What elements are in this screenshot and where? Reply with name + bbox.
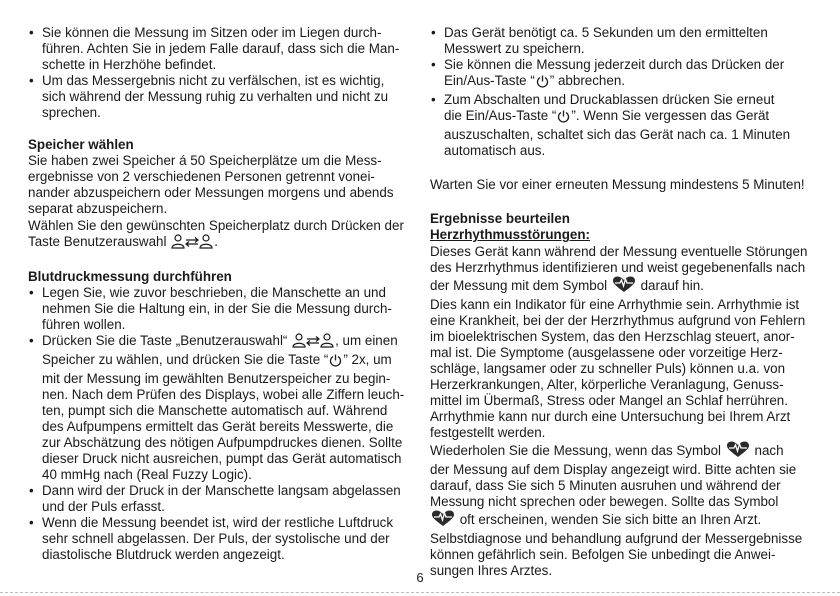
subheading-arrhythmia: Herzrhythmusstörungen: [430,227,590,243]
step-press-buttons: • Drücken Sie die Taste „Benutzerauswahl“ , um einen Speicher zu wählen, und drücken Sie die Taste “ ” 2x, um mit der Messung im gewählten Benutzerspeicher zu begin- nen. Nach dem Prüfen des Displays, wobei alle Ziffern leuch- ten, pumpt sich die Manschette automatisch auf. Während des Aufpumpens ermittelt das Gerät bereits Messwerte, die zur Abschätzung des nötigen Aufpumpdruckes dienen. Sollte dieser Druck nicht ausreichen, pumpt das Gerät automatisch 40 mmHg nach (Real Fuzzy Logic). [28,333,408,483]
text-line: schette in Herzhöhe befindet. [42,57,217,73]
text-line: und der Puls erfasst. [42,499,165,515]
heart-arrhythmia-icon [431,510,455,531]
text-line: • Das Gerät benötigt ca. 5 Sekunden um den ermittelten [444,25,768,40]
text-line: Messung nicht sprechen oder bewegen. Sollte das Symbol [430,494,779,510]
step-cuff-on [28,285,408,333]
section-heading-speicher: Speicher wählen [28,137,134,153]
text-line: • Um das Messergebnis nicht zu verfälschen, ist es wichtig, [42,73,385,89]
text-line: separat abzuspeichern. [28,201,168,217]
section-heading-blutdruck: Blutdruckmessung durchführen [28,268,232,284]
text-line: Messwert zu speichern. [444,41,585,57]
tip-abort: • Sie können die Messung jederzeit durch das Drücken der Ein/Aus-Taste “ ” abbrechen. [430,57,812,92]
text-line: Wählen Sie den gewünschten Speicherplatz durch Drücken der [28,217,404,233]
tip-sitting-lying [28,25,408,73]
text-line: mit der Messung im gewählten Benutzerspeicher zu begin- [42,370,391,386]
step-deflate [28,483,408,515]
text-line: ergebnisse von 2 verschiedenen Personen getrennt vonei- [28,169,375,185]
text-line: nen. Nach dem Prüfen des Displays, wobei alle Ziffern leuch- [42,386,405,402]
text-line: • Legen Sie, wie zuvor beschrieben, die Manschette an und [42,284,386,300]
text-line: mal ist. Die Symptome (ausgelassene oder vorzeitige Herz- [430,344,783,360]
user-switch-icon [292,333,334,352]
text-line: Herzerkrankungen, Alter, körperliche Veranlagung, Genuss- [430,376,784,392]
tip-stay-calm [28,73,408,121]
speicher-paragraph: Sie haben zwei Speicher á 50 Speicherplätze um die Mess- ergebnisse von 2 verschiedenen Personen getrennt vonei- nander abzuspeichern oder Messungen morgens und abends separat abzuspeichern. Wählen Sie den gewünschten Speicherplatz durch Drücken der Taste Benutzerauswahl . [28,153,408,252]
text-line: Sie haben zwei Speicher á 50 Speicherplätze um die Mess- [28,153,382,169]
section-heading-ergebnisse: Ergebnisse beurteilen [430,211,570,227]
measurement-tips-list [28,25,408,121]
text-line: auszuschalten, schaltet sich das Gerät nach ca. 1 Minuten [444,127,791,143]
power-button-icon [329,354,342,371]
text-line: festgestellt werden. [430,425,546,441]
left-column [28,25,408,563]
text-line: Arrhythmie kann nur durch eine Untersuchung bei Ihrem Arzt [430,408,791,424]
text-line: des Aufpumpens ermittelt das Gerät bereits Messwerte, die [42,419,394,435]
text-line: diastolische Blutdruck werden angezeigt. [42,547,285,563]
power-button-icon [557,110,570,127]
text-line: • Sie können die Messung im Sitzen oder im Liegen durch- [42,25,382,40]
page-number: 6 [416,570,424,585]
text-line: ten, pumpt sich die Manschette automatisch auf. Während [42,402,388,418]
heart-arrhythmia-icon [612,276,636,297]
text-line: Selbstdiagnose und behandlung aufgrund der Messergebnisse [430,531,803,547]
text-line: der Messung auf dem Display angezeigt wird. Bitte achten sie [430,462,797,478]
text-line: nander abzuspeichern oder Messungen morgens und abends [28,185,394,201]
text-line: führen. Achten Sie in jedem Falle darauf, dass sich die Man- [42,41,400,57]
bottom-divider [0,592,840,593]
text-line: nehmen Sie die Haltung ein, in der Sie die Messung durch- [42,300,392,316]
step-result [28,515,408,563]
text-line: können gefährlich sein. Befolgen Sie unbedingt die Anwei- [430,547,776,563]
text-line: dieser Druck nicht ausreichen, pumpt das Gerät automatisch [42,451,402,467]
text-line: im bioelektrischen System, das den Herzschlag steuert, anor- [430,328,795,344]
arrhythmia-paragraph-2 [430,297,812,441]
text-line: automatisch aus. [444,143,546,159]
text-line: führen wollen. [42,316,126,332]
user-switch-icon [171,234,213,253]
text-line: sich während der Messung ruhig zu verhalten und nicht zu [42,89,389,105]
storage-tips-list [430,25,812,159]
text-line: sehr schnell abgelassen. Der Puls, der systolische und der [42,531,390,547]
tip-save-time [430,25,812,57]
arrhythmia-paragraph-3: Wiederholen Sie die Messung, wenn das Symbol nach der Messung auf dem Display angezeigt wird. Bitte achten sie darauf, dass Sie sich 5 Minuten ausruhen und während der Messung nicht sprechen oder bewegen. Sollte das Symbol oft erscheinen, wenden Sie sich bitte an Ihren Arzt. Selbstdiagnose und behandlung aufgrund der Messergebnisse können gefährlich sein. Befolgen Sie unbedingt die Anwei- sungen Ihres Arztes. [430,441,812,579]
text-line: eine Krankheit, bei der der Herzrhythmus aufgrund von Fehlern [430,312,806,328]
text-line: sprechen. [42,105,101,121]
power-button-icon [536,75,549,92]
text-line: schläge, langsamer oder zu schneller Puls) können u.a. von [430,360,786,376]
text-line: mittel im Übermaß, Stress oder Mangel an Schlaf herrühren. [430,392,788,408]
text-line: • Wenn die Messung beendet ist, wird der restliche Luftdruck [42,515,394,531]
measurement-steps-list [28,285,408,564]
text-line: zur Abschätzung des nötigen Aufpumpdruckes dienen. Sollte [42,435,403,451]
right-column [430,25,812,579]
text-line: 40 mmHg nach (Real Fuzzy Logic). [42,467,252,483]
text-line: • Dann wird der Druck in der Manschette langsam abgelassen [42,483,401,499]
heart-arrhythmia-icon [726,441,750,462]
wait-note: Warten Sie vor einer erneuten Messung mindestens 5 Minuten! [430,177,805,193]
tip-switch-off: • Zum Abschalten und Druckablassen drücken Sie erneut die Ein/Aus-Taste “ ”. Wenn Sie vergessen das Gerät auszuschalten, schaltet sich das Gerät nach ca. 1 Minuten automatisch aus. [430,92,812,159]
text-line: sungen Ihres Arztes. [430,563,553,579]
text-line: Dies kann ein Indikator für eine Arrhythmie sein. Arrhythmie ist [430,296,800,312]
arrhythmia-paragraph-1: Dieses Gerät kann während der Messung eventuelle Störungen des Herzrhythmus identifizieren und weist gegebenenfalls nach der Messung mit dem Symbol darauf hin. [430,244,812,297]
text-line: darauf, dass Sie sich 5 Minuten ausruhen und während der [430,478,781,494]
